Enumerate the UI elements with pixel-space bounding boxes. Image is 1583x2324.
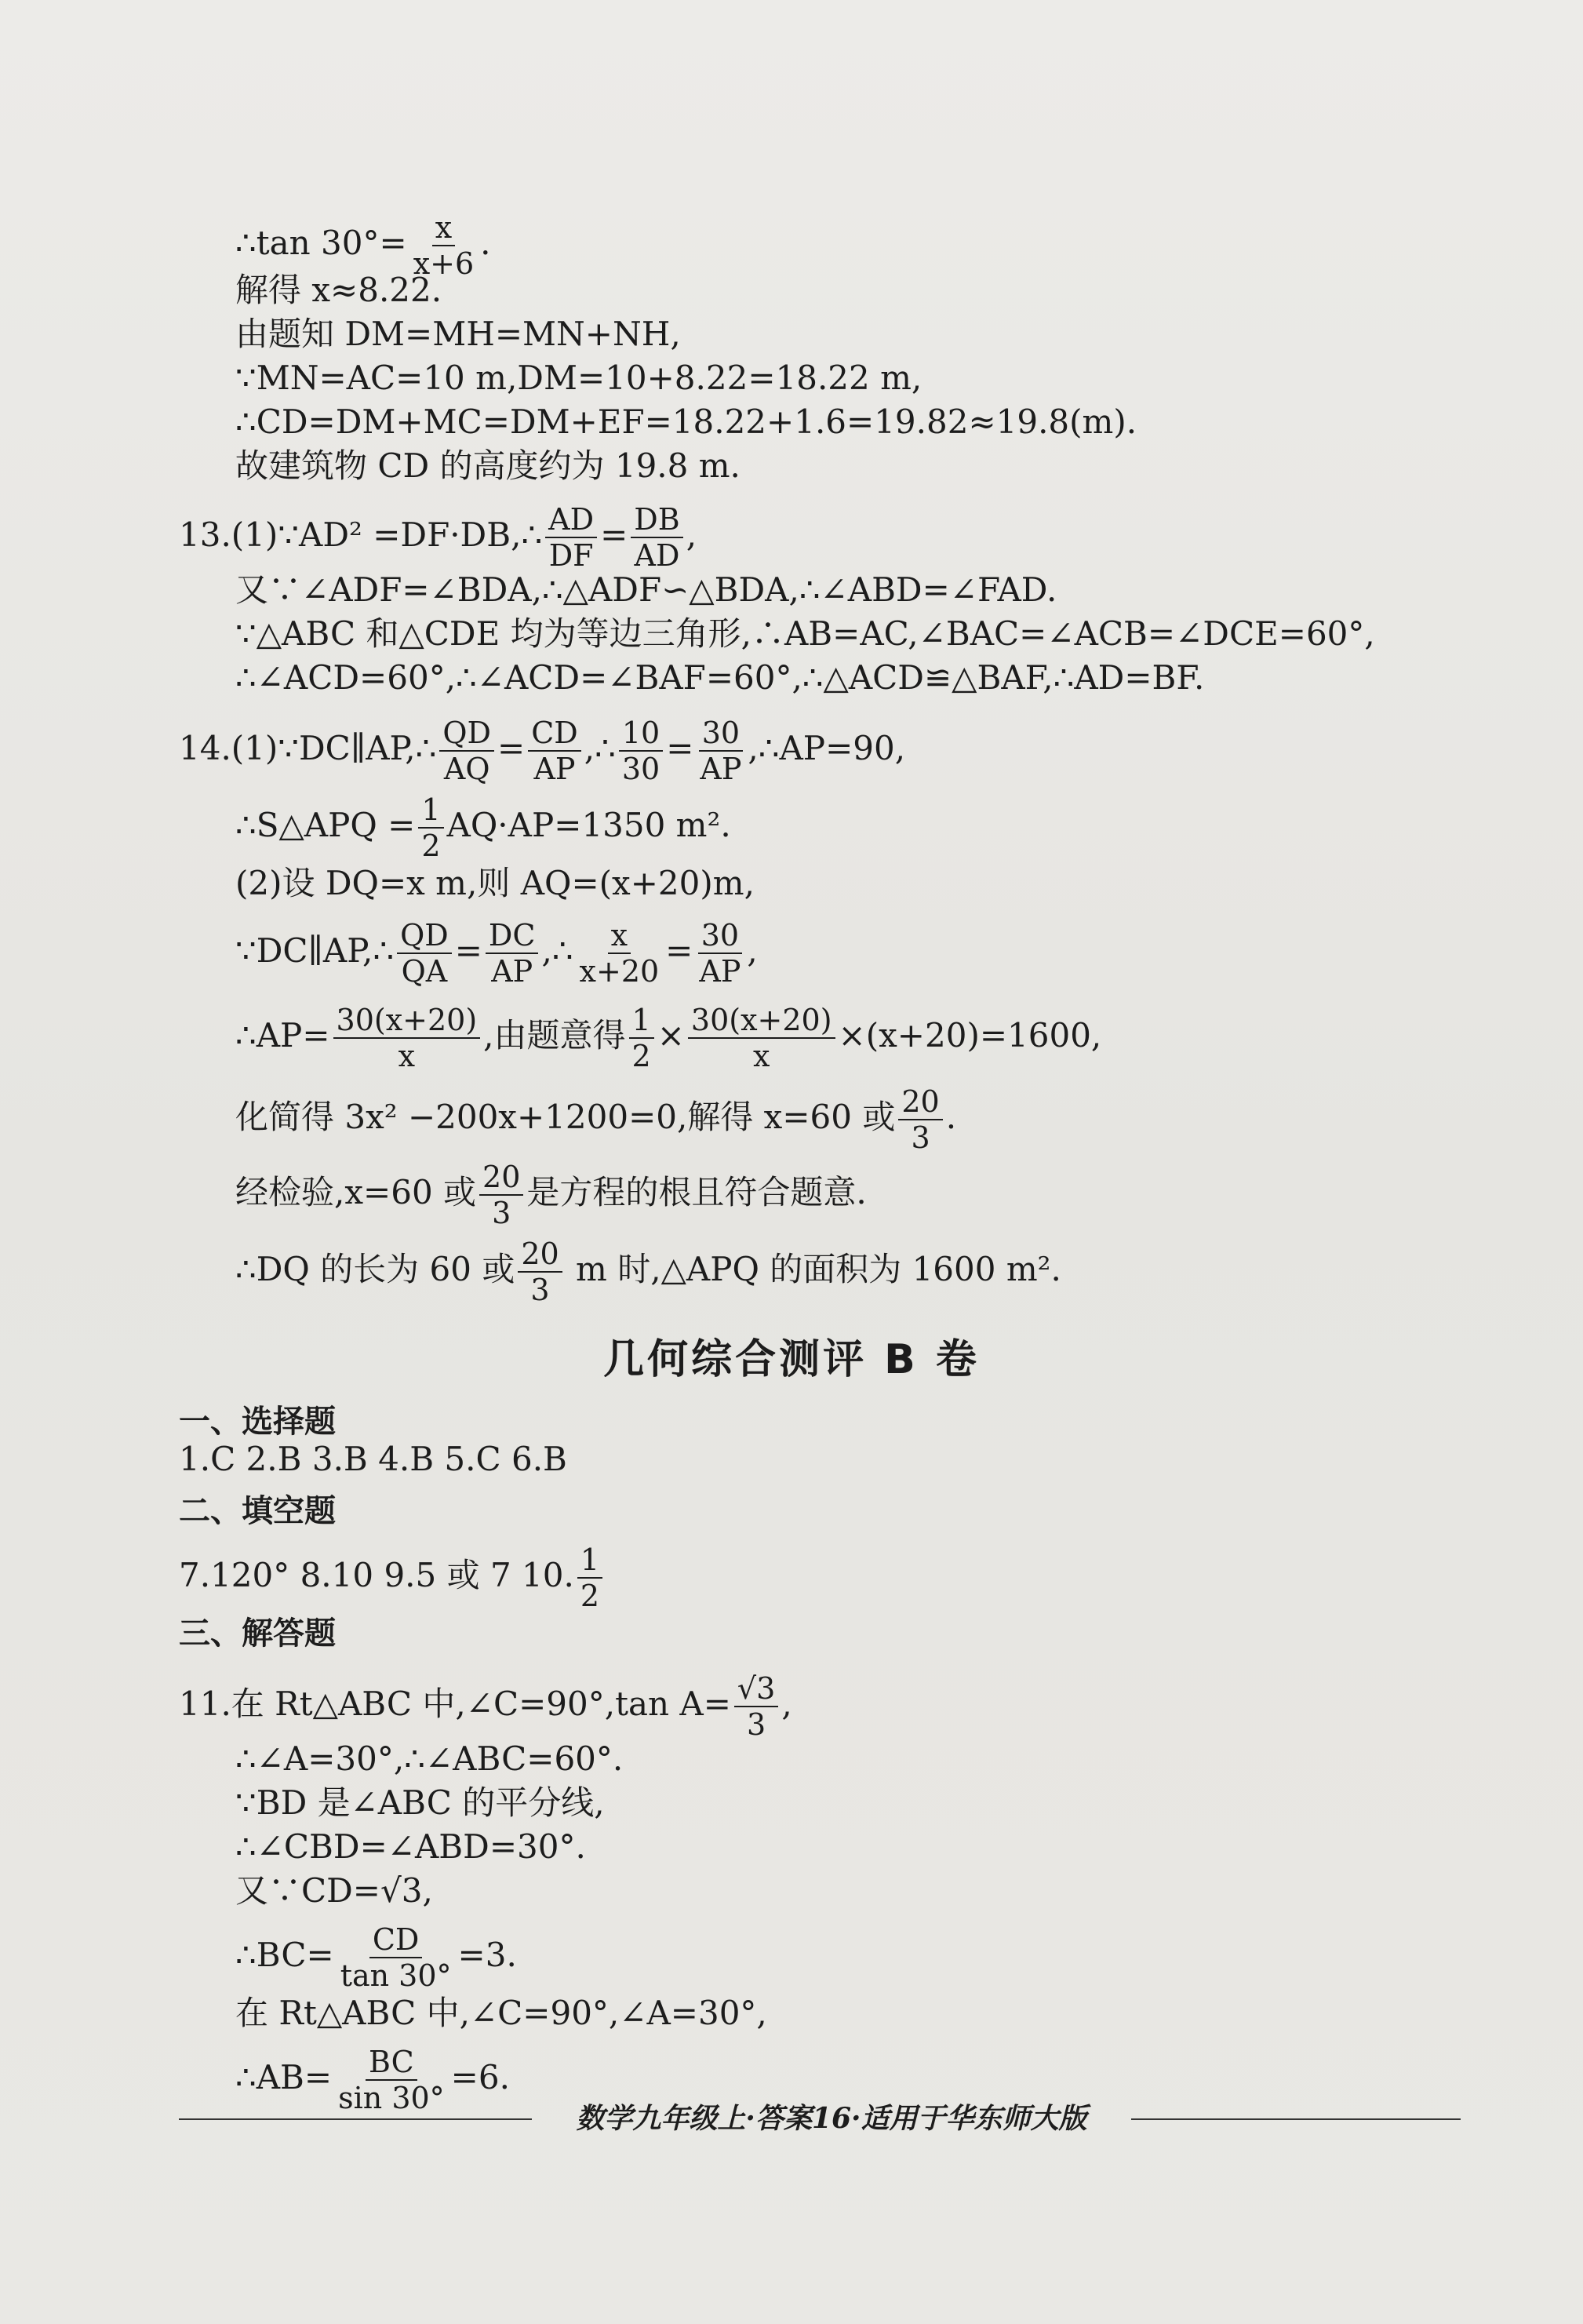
solution-line: ∴∠A=30°,∴∠ABC=60°.: [235, 1739, 624, 1778]
answer-line: 1.C 2.B 3.B 4.B 5.C 6.B: [179, 1440, 567, 1478]
text: ∴AP=: [235, 1016, 330, 1055]
solution-line: ∴∠CBD=∠ABD=30°.: [235, 1827, 586, 1866]
fraction: [629, 1003, 654, 1073]
fraction: [418, 792, 443, 863]
numerator: 30(x+20): [688, 1003, 835, 1039]
numerator: x: [432, 210, 455, 246]
fraction: [518, 1237, 562, 1307]
section-heading: 二、填空题: [179, 1493, 336, 1529]
denominator: 30: [621, 752, 660, 786]
text: =3.: [457, 1936, 517, 1974]
text: ,: [747, 931, 758, 970]
text: ∴BC=: [235, 1936, 334, 1974]
solution-line: [235, 792, 731, 863]
fraction: [619, 716, 663, 786]
fraction: [397, 918, 452, 989]
denominator: 3: [530, 1273, 550, 1307]
footer-text: 数学九年级上·答案16·适用于华东师大版: [576, 2102, 1087, 2135]
solution-line: [235, 1084, 956, 1155]
text: 14.(1)∵DC∥AP,∴: [179, 729, 437, 767]
numerator: 30(x+20): [333, 1003, 481, 1039]
denominator: sin 30°: [338, 2081, 445, 2115]
fraction: [545, 502, 597, 573]
text: ∴AB=: [235, 2058, 333, 2096]
numerator: 20: [518, 1237, 562, 1273]
footer-rule-left: [179, 2118, 532, 2120]
text: =: [600, 515, 628, 554]
text: .: [480, 224, 491, 262]
denominator: 2: [580, 1579, 600, 1613]
text: 是方程的根且符合题意.: [526, 1173, 867, 1211]
solution-line: ∵△ABC 和△CDE 均为等边三角形,∴AB=AC,∠BAC=∠ACB=∠DCE=60°,: [235, 614, 1375, 653]
solution-line: 又∵CD=√3,: [235, 1871, 433, 1910]
answer-line: [179, 1543, 606, 1613]
denominator: 2: [631, 1039, 651, 1073]
numerator: 1: [418, 792, 443, 829]
text: ,由题意得: [483, 1016, 626, 1055]
problem-14-line: [179, 716, 905, 786]
denominator: x: [398, 1039, 416, 1073]
solution-line: ∴∠ACD=60°,∴∠ACD=∠BAF=60°,∴△ACD≌△BAF,∴AD=BF.: [235, 658, 1205, 697]
numerator: 1: [577, 1543, 602, 1579]
denominator: DF: [548, 538, 594, 573]
numerator: QD: [397, 918, 452, 954]
text: ×(x+20)=1600,: [838, 1016, 1102, 1055]
text: ∴tan 30°=: [235, 224, 407, 262]
text: ,∴: [541, 931, 573, 970]
numerator: CD: [369, 1922, 423, 1958]
numerator: DB: [631, 502, 682, 538]
text: ∴DQ 的长为 60 或: [235, 1250, 515, 1288]
solution-line: 由题知 DM=MH=MN+NH,: [235, 315, 681, 353]
solution-line: [235, 1160, 867, 1230]
text: =: [666, 729, 694, 767]
numerator: x: [608, 918, 631, 954]
denominator: 3: [911, 1120, 930, 1155]
denominator: AD: [634, 538, 680, 573]
fraction: [696, 918, 744, 989]
solution-line: [235, 918, 758, 989]
solution-line: ∵BD 是∠ABC 的平分线,: [235, 1783, 605, 1822]
numerator: 1: [629, 1003, 654, 1039]
text: 7.120° 8.10 9.5 或 7 10.: [179, 1556, 574, 1594]
numerator: 20: [898, 1084, 942, 1120]
denominator: x+6: [413, 246, 475, 281]
text: m 时,△APQ 的面积为 1600 m².: [565, 1250, 1061, 1288]
section-heading: 一、选择题: [179, 1404, 336, 1440]
fraction: [577, 918, 663, 989]
denominator: QA: [401, 954, 448, 989]
fraction: [479, 1160, 523, 1230]
fraction: [577, 1543, 602, 1613]
text: ∴S△APQ =: [235, 806, 416, 844]
numerator: CD: [528, 716, 581, 752]
fraction: [333, 1003, 481, 1073]
text: 11.在 Rt△ABC 中,∠C=90°,tan A=: [179, 1685, 731, 1723]
text: =6.: [450, 2058, 510, 2096]
fraction: [688, 1003, 835, 1073]
numerator: 10: [619, 716, 663, 752]
numerator: AD: [545, 502, 597, 538]
denominator: AP: [491, 954, 533, 989]
denominator: 3: [747, 1707, 766, 1742]
fraction: [898, 1084, 942, 1155]
footer-rule-right: [1131, 2118, 1461, 2120]
numerator: 30: [698, 918, 742, 954]
text: =: [497, 729, 526, 767]
numerator: √3: [734, 1671, 778, 1707]
denominator: 3: [492, 1196, 511, 1230]
denominator: x: [753, 1039, 770, 1073]
text: AQ·AP=1350 m².: [446, 806, 731, 844]
solution-line: 又∵∠ADF=∠BDA,∴△ADF∽△BDA,∴∠ABD=∠FAD.: [235, 570, 1057, 609]
solution-line: ∴CD=DM+MC=DM+EF=18.22+1.6=19.82≈19.8(m).: [235, 403, 1137, 441]
denominator: AP: [700, 752, 742, 786]
fraction: [697, 716, 744, 786]
text: 经检验,x=60 或: [235, 1173, 477, 1211]
denominator: tan 30°: [340, 1958, 452, 1993]
fraction: [486, 918, 539, 989]
text: ,∴: [584, 729, 616, 767]
fraction: [439, 716, 494, 786]
solution-line: [235, 1237, 1061, 1307]
numerator: 30: [699, 716, 743, 752]
numerator: 20: [479, 1160, 523, 1196]
text: 化简得 3x² −200x+1200=0,解得 x=60 或: [235, 1098, 896, 1136]
solution-line: 解得 x≈8.22.: [235, 271, 442, 309]
text: =: [454, 931, 482, 970]
solution-line: [235, 1003, 1101, 1073]
fraction: [337, 1922, 455, 1993]
section-heading: 三、解答题: [179, 1616, 336, 1652]
text: .: [945, 1098, 957, 1136]
denominator: AP: [699, 954, 741, 989]
problem-13-line: [179, 502, 697, 573]
solution-line: [235, 1922, 517, 1993]
denominator: AQ: [443, 752, 490, 786]
text: ,∴AP=90,: [748, 729, 906, 767]
denominator: 2: [421, 829, 441, 863]
denominator: AP: [533, 752, 576, 786]
solution-line: (2)设 DQ=x m,则 AQ=(x+20)m,: [235, 864, 755, 902]
solution-line: 在 Rt△ABC 中,∠C=90°,∠A=30°,: [235, 1994, 767, 2032]
section-title: 几何综合测评 B 卷: [603, 1336, 980, 1383]
text: ∵DC∥AP,∴: [235, 931, 395, 970]
text: ,: [686, 515, 697, 554]
solution-line: ∵MN=AC=10 m,DM=10+8.22=18.22 m,: [235, 359, 923, 397]
page-footer: [0, 2103, 1583, 2134]
text: =: [665, 931, 693, 970]
text: ×: [657, 1016, 685, 1055]
numerator: DC: [486, 918, 539, 954]
fraction: [528, 716, 581, 786]
solution-line: 故建筑物 CD 的高度约为 19.8 m.: [235, 446, 741, 485]
fraction: [631, 502, 682, 573]
fraction: [734, 1671, 778, 1742]
denominator: x+20: [579, 954, 660, 989]
numerator: QD: [439, 716, 494, 752]
problem-11-line: [179, 1671, 792, 1742]
text: 13.(1)∵AD² =DF·DB,∴: [179, 515, 543, 554]
numerator: BC: [366, 2045, 417, 2081]
text: ,: [781, 1685, 792, 1723]
